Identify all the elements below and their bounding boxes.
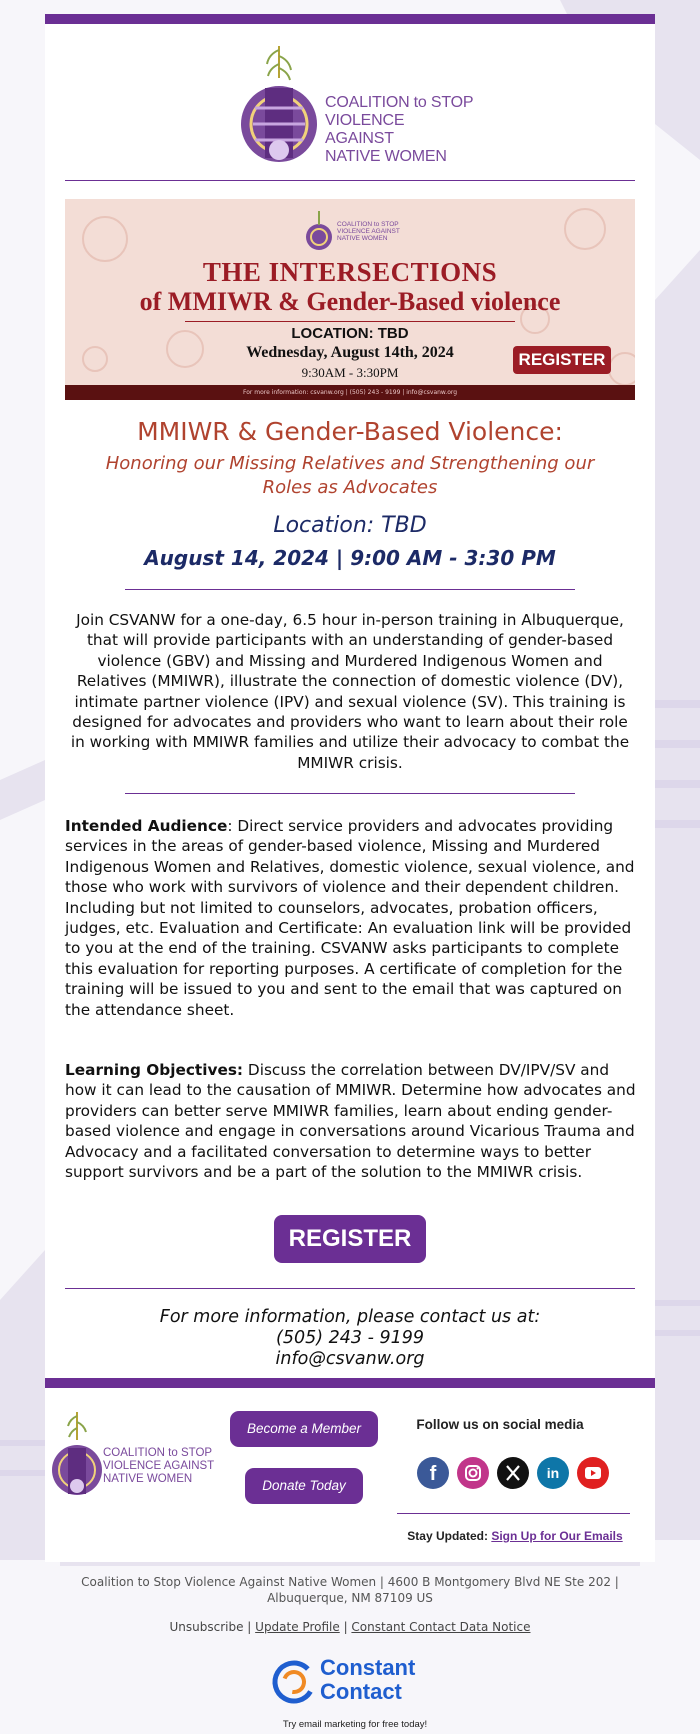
cc-line-1: Constant <box>320 1655 416 1680</box>
banner-rule <box>185 321 515 322</box>
event-location: Location: TBD <box>273 513 427 538</box>
banner-location: LOCATION: TBD <box>291 325 409 342</box>
banner-title-line-2: of MMIWR & Gender-Based violence <box>139 287 561 316</box>
divider <box>125 589 575 590</box>
objectives-paragraph <box>65 1060 637 1182</box>
constant-contact-icon <box>270 1658 318 1706</box>
bottom-accent-bar <box>45 1378 655 1388</box>
banner-logo <box>303 209 403 253</box>
constant-contact-tagline: Try email marketing for free today! <box>282 1719 428 1730</box>
objectives-text: Discuss the correlation between DV/IPV/SV and how it can lead to the causation of MMIWR. Determine how advocates and providers can better serve MMIWR families, learn about ending gender-based violence and engage in conversations around Vicarious Trauma and Advocacy and a facilitated conversation to determine ways to better support survivors and be a part of the solution to the MMIWR crisis. <box>65 1061 636 1182</box>
stay-updated <box>405 1529 625 1543</box>
event-subtitle: Honoring our Missing Relatives and Strengthening our Roles as Advocates <box>105 453 595 498</box>
banner-title-line-1: THE INTERSECTIONS <box>202 257 498 287</box>
follow-heading: Follow us on social media <box>416 1417 584 1432</box>
banner-register-button[interactable]: REGISTER <box>513 346 611 374</box>
svg-text:in: in <box>546 1465 560 1481</box>
unsubscribe-link[interactable]: Unsubscribe <box>169 1620 244 1634</box>
audience-text: : Direct service providers and advocates providing services in the areas of gender-based violence, Missing and Murdered Indigenous Women and Relatives, domestic violence, sexual violence, and those who work with survivors of violence and their dependent children. Including but not limited to counselors, advocates, probation officers, judges, etc. Evaluation and Certificate: An evaluation link will be provided to you at the end of the training. CSVANW asks participants to complete this evaluation for reporting purposes. A certificate of completion for the training will be issued to you and sent to the email that was captured on the attendance sheet. <box>65 817 635 1019</box>
footer-address: Coalition to Stop Violence Against Native Women | 4600 B Montgomery Blvd NE Ste 202 | Albuquerque, NM 87109 US <box>81 1575 619 1605</box>
divider <box>125 793 575 794</box>
donate-button[interactable]: Donate Today <box>245 1468 363 1504</box>
banner-time: 9:30AM - 3:30PM <box>301 365 399 380</box>
constant-contact-wordmark <box>320 1656 415 1704</box>
cc-line-2: Contact <box>320 1679 402 1704</box>
footer-emblem-icon <box>50 1410 104 1506</box>
org-logo-text <box>325 94 475 166</box>
signup-link[interactable]: Sign Up for Our Emails <box>491 1529 623 1543</box>
contact-heading: For more information, please contact us at: <box>159 1307 541 1327</box>
constant-contact-logo[interactable] <box>270 1655 440 1730</box>
divider <box>65 1288 635 1289</box>
register-button[interactable]: REGISTER <box>274 1215 426 1263</box>
footer-logo-line-2: VIOLENCE AGAINST <box>103 1460 215 1472</box>
footer-links <box>40 1620 660 1634</box>
email-card <box>45 14 655 1562</box>
become-member-button[interactable]: Become a Member <box>230 1411 378 1447</box>
event-title: MMIWR & Gender-Based Violence: <box>137 417 563 446</box>
contact-email[interactable]: info@csvanw.org <box>275 1349 425 1369</box>
facebook-icon[interactable] <box>417 1457 449 1489</box>
divider <box>397 1513 630 1514</box>
banner-date: Wednesday, August 14th, 2024 <box>246 344 454 361</box>
audience-paragraph <box>65 816 637 1020</box>
org-emblem-icon <box>235 38 325 170</box>
contact-phone[interactable]: (505) 243 - 9199 <box>276 1328 424 1348</box>
x-icon[interactable] <box>497 1457 529 1489</box>
banner-logo-line-2: VIOLENCE AGAINST <box>337 228 400 235</box>
banner-logo-line-1: COALITION to STOP <box>337 221 399 228</box>
svg-text:f: f <box>429 1463 437 1485</box>
footer-logo-text <box>103 1447 214 1486</box>
linkedin-icon[interactable] <box>537 1457 569 1489</box>
event-intro: Join CSVANW for a one-day, 6.5 hour in-person training in Albuquerque, that will provide participants with an understanding of gender-based violence (GBV) and Missing and Murdered Indigenous Women and Relatives (MMIWR), illustrate the connection of domestic violence (DV), intimate partner violence (IPV) and sexual violence (SV). This training is designed for advocates and providers who want to learn about their role in working with MMIWR families and utilize their advocacy to combat the MMIWR crisis. <box>70 611 630 772</box>
footer-separator: | <box>243 1620 256 1634</box>
org-name-line-1: COALITION to STOP <box>325 94 474 111</box>
banner-logo-line-3: NATIVE WOMEN <box>337 235 388 242</box>
event-banner[interactable] <box>65 199 635 400</box>
instagram-icon[interactable] <box>457 1457 489 1489</box>
event-datetime: August 14, 2024 | 9:00 AM - 3:30 PM <box>144 546 556 570</box>
update-profile-link[interactable]: Update Profile <box>255 1620 340 1634</box>
top-accent-bar <box>45 14 655 24</box>
banner-footer-note: For more information: csvanw.org | (505) 243 - 9199 | info@csvanw.org <box>65 385 635 400</box>
org-name-line-2: VIOLENCE AGAINST <box>325 112 405 147</box>
footer-logo-line-3: NATIVE WOMEN <box>103 1473 193 1485</box>
objectives-label: Learning Objectives: <box>65 1061 244 1079</box>
youtube-icon[interactable] <box>577 1457 609 1489</box>
org-logo[interactable] <box>235 38 475 170</box>
footer-logo-line-1: COALITION to STOP <box>103 1447 213 1459</box>
footer-separator: | <box>339 1620 352 1634</box>
data-notice-link[interactable]: Constant Contact Data Notice <box>351 1620 531 1634</box>
banner-logo-text <box>337 221 400 242</box>
banner-emblem-icon <box>303 209 335 253</box>
org-name-line-3: NATIVE WOMEN <box>325 148 447 165</box>
divider <box>65 180 635 181</box>
audience-label: Intended Audience <box>65 817 228 835</box>
stay-label: Stay Updated: <box>407 1529 488 1543</box>
footer-org-logo[interactable] <box>50 1410 220 1506</box>
